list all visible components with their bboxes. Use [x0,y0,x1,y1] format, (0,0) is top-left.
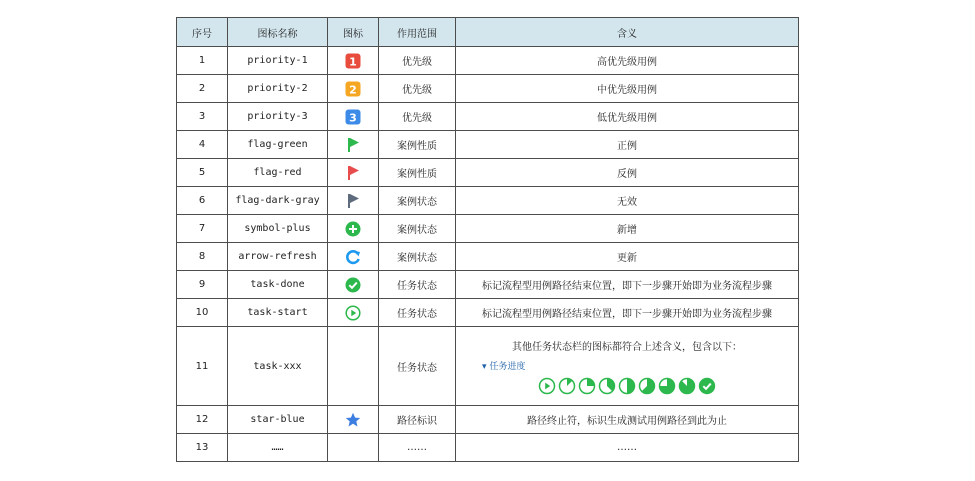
row-meaning: 其他任务状态栏的图标都符合上述含义，包含以下： [512,341,742,353]
row-meaning: 标记流程型用例路径结束位置，即下一步骤开始即为业务流程步骤 [456,271,799,299]
table-row [177,131,799,159]
header-no: 序号 [177,18,228,47]
table-row [177,327,799,406]
row-no: 9 [177,271,228,299]
row-icon-name: star-blue [228,406,328,434]
task-progress-icon [618,377,636,395]
table-row [177,75,799,103]
row-icon-empty [328,434,379,462]
row-meaning: 路径终止符，标识生成测试用例路径到此为止 [456,406,799,434]
table-row [177,243,799,271]
row-scope: 任务状态 [379,299,456,327]
star-blue-icon [345,412,361,428]
row-icon-name: flag-dark-gray [228,187,328,215]
row-meaning: 新增 [456,215,799,243]
row-scope: 优先级 [379,75,456,103]
row-meaning: 更新 [456,243,799,271]
table-row [177,271,799,299]
row-scope: 案例性质 [379,159,456,187]
row-icon-name: priority-1 [228,47,328,75]
priority-1-icon [345,53,361,69]
table-row [177,103,799,131]
task-progress-icon [558,377,576,395]
row-scope: 任务状态 [379,327,456,406]
table-row [177,47,799,75]
task-progress-icons [456,377,798,395]
table-row [177,299,799,327]
task-start-icon [345,305,361,321]
header-meaning: 含义 [456,18,799,47]
svg-text:2: 2 [349,83,357,96]
row-icon-name: priority-3 [228,103,328,131]
row-icon-name: task-done [228,271,328,299]
row-no: 2 [177,75,228,103]
row-icon-empty [328,327,379,406]
row-meaning: 标记流程型用例路径结束位置，即下一步骤开始即为业务流程步骤 [456,299,799,327]
header-icon-name: 图标名称 [228,18,328,47]
row-scope: 案例性质 [379,131,456,159]
row-icon-name: task-xxx [228,327,328,406]
header-scope: 作用范围 [379,18,456,47]
row-no: 6 [177,187,228,215]
arrow-refresh-icon [345,249,361,265]
task-progress-icon [598,377,616,395]
row-no: 5 [177,159,228,187]
table-row [177,434,799,462]
row-no: 3 [177,103,228,131]
task-done-icon [345,277,361,293]
task-progress-icon [638,377,656,395]
icon-legend-table [176,17,799,462]
row-scope: 案例状态 [379,243,456,271]
row-icon-name: symbol-plus [228,215,328,243]
row-no: 8 [177,243,228,271]
caret-down-icon: ▾ [482,361,487,372]
row-meaning: 正例 [456,131,799,159]
row-meaning-cell [456,327,799,406]
row-scope: 案例状态 [379,187,456,215]
row-no: 1 [177,47,228,75]
row-scope: 路径标识 [379,406,456,434]
row-meaning: …… [456,434,799,462]
row-meaning: 中优先级用例 [456,75,799,103]
flag-green-icon [345,137,361,153]
row-icon-name: task-start [228,299,328,327]
row-scope: 优先级 [379,47,456,75]
row-meaning: 高优先级用例 [456,47,799,75]
task-progress-icon [538,377,556,395]
flag-dark-gray-icon [345,193,361,209]
row-no: 13 [177,434,228,462]
row-scope: 任务状态 [379,271,456,299]
row-meaning: 反例 [456,159,799,187]
task-progress-icon [658,377,676,395]
row-icon-name: …… [228,434,328,462]
task-progress-icon [578,377,596,395]
task-progress-text: 任务进度 [489,361,526,372]
row-scope: 优先级 [379,103,456,131]
flag-red-icon [345,165,361,181]
row-icon-name: arrow-refresh [228,243,328,271]
row-no: 4 [177,131,228,159]
task-progress-icon [678,377,696,395]
row-scope: 案例状态 [379,215,456,243]
table-header-row [177,18,799,47]
svg-text:1: 1 [349,55,357,68]
symbol-plus-icon [345,221,361,237]
row-meaning: 低优先级用例 [456,103,799,131]
row-no: 12 [177,406,228,434]
row-icon-name: flag-green [228,131,328,159]
svg-text:3: 3 [349,111,357,124]
row-icon-name: priority-2 [228,75,328,103]
task-progress-label [482,359,798,372]
header-icon: 图标 [328,18,379,47]
row-no: 11 [177,327,228,406]
row-scope: …… [379,434,456,462]
table-row [177,187,799,215]
table-row [177,215,799,243]
priority-3-icon [345,109,361,125]
row-icon-name: flag-red [228,159,328,187]
table-row [177,159,799,187]
row-meaning: 无效 [456,187,799,215]
row-no: 7 [177,215,228,243]
table-row [177,406,799,434]
row-no: 10 [177,299,228,327]
priority-2-icon [345,81,361,97]
task-progress-icon [698,377,716,395]
